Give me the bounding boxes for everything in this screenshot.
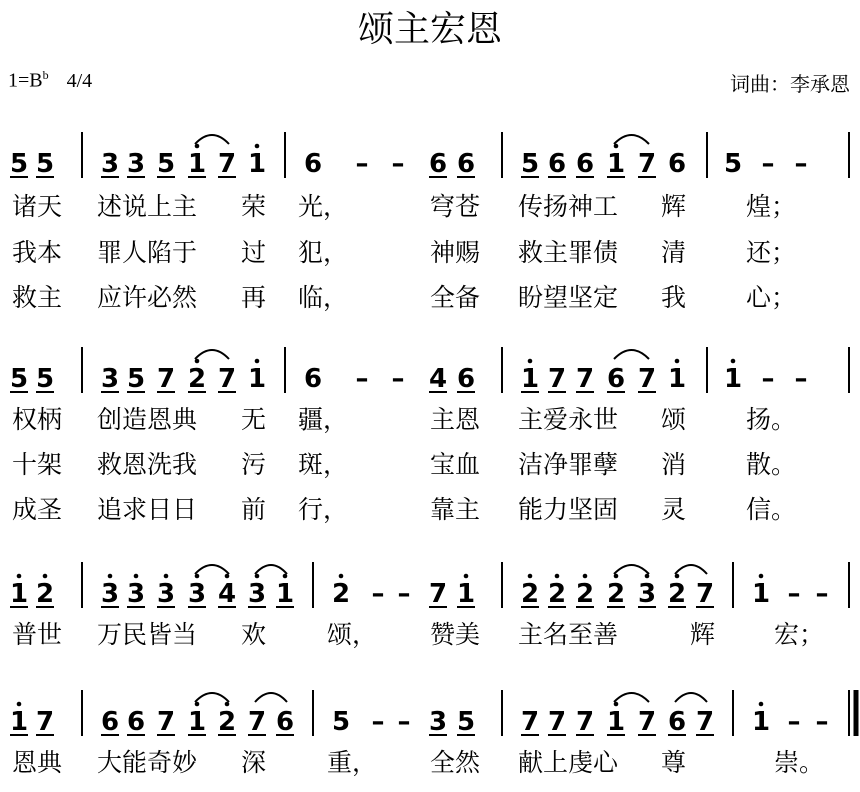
octave-dot <box>17 574 22 579</box>
lyric-segment: 我本 <box>12 238 63 267</box>
note: 5 <box>9 364 29 394</box>
note: 7 <box>575 707 595 737</box>
lyric-segment: 全然 <box>430 748 481 777</box>
note: 6 <box>547 149 567 179</box>
note: 7 <box>156 364 176 394</box>
note: 6 <box>428 149 448 179</box>
lyric-segment: 十架 <box>12 450 63 479</box>
lyric-segment: 疆， <box>298 405 349 434</box>
lyric-segment: 信。 <box>746 495 797 524</box>
note: 7 <box>156 707 176 737</box>
note: 7 <box>637 364 657 394</box>
note: 7 <box>547 707 567 737</box>
octave-dot <box>759 702 764 707</box>
note: 1 <box>667 364 687 394</box>
note: 7 <box>637 149 657 179</box>
note: 3 <box>126 149 146 179</box>
lyric-segment: 临， <box>298 283 349 312</box>
note: 6 <box>303 149 323 179</box>
note: 2 <box>35 579 55 609</box>
lyric-segment: 成圣 <box>12 495 63 524</box>
note: 7 <box>695 707 715 737</box>
slur <box>195 350 229 359</box>
note: 7 <box>547 364 567 394</box>
slur <box>195 693 229 702</box>
lyric-segment: 全备 <box>430 283 481 312</box>
note: 3 <box>100 579 120 609</box>
lyric-segment: 污 <box>241 450 267 479</box>
lyric-segment: 盼望坚定 <box>518 283 619 312</box>
lyric-segment: 恩典 <box>12 748 63 777</box>
lyric-segment: 辉 <box>661 192 687 221</box>
slur <box>195 135 229 144</box>
sustain-dash: – <box>794 364 808 394</box>
slur <box>614 350 649 359</box>
note: 6 <box>575 149 595 179</box>
lyric-segment: 救恩洗我 <box>97 450 198 479</box>
note: 2 <box>217 707 237 737</box>
lyric-segment: 灵 <box>661 495 687 524</box>
note: 3 <box>637 579 657 609</box>
slur <box>195 565 229 574</box>
octave-dot <box>134 574 139 579</box>
octave-dot <box>675 359 680 364</box>
lyric-segment: 颂， <box>327 620 378 649</box>
note: 7 <box>520 707 540 737</box>
note: 5 <box>35 364 55 394</box>
octave-dot <box>614 702 619 707</box>
octave-dot <box>583 574 588 579</box>
lyric-segment: 清 <box>661 238 687 267</box>
note: 2 <box>667 579 687 609</box>
lyric-segment: 传扬神工 <box>518 192 619 221</box>
key-label: 1=B <box>8 69 43 92</box>
octave-dot <box>255 144 260 149</box>
lyric-segment: 行， <box>298 495 349 524</box>
lyric-segment: 尊 <box>661 748 687 777</box>
note: 6 <box>667 707 687 737</box>
lyric-segment: 颂 <box>661 405 687 434</box>
lyric-segment: 荣 <box>241 192 267 221</box>
octave-dot <box>17 702 22 707</box>
octave-dot <box>108 574 113 579</box>
note: 5 <box>126 364 146 394</box>
note: 1 <box>520 364 540 394</box>
credits: 词曲：李承恩 <box>730 72 850 96</box>
note: 3 <box>126 579 146 609</box>
slur <box>614 135 649 144</box>
note: 5 <box>156 149 176 179</box>
lyric-segment: 洁净罪孽 <box>518 450 619 479</box>
sustain-dash: – <box>787 579 801 609</box>
slur <box>675 693 707 702</box>
note: 3 <box>156 579 176 609</box>
lyric-segment: 还； <box>746 238 797 267</box>
sustain-dash: – <box>371 707 385 737</box>
lyric-segment: 辉 <box>690 620 716 649</box>
note: 1 <box>275 579 295 609</box>
note: 4 <box>217 579 237 609</box>
lyric-segment: 神赐 <box>430 238 481 267</box>
slur <box>614 693 649 702</box>
lyric-segment: 宏； <box>774 620 825 649</box>
note: 2 <box>520 579 540 609</box>
lyric-segment: 主名至善 <box>518 620 619 649</box>
lyric-segment: 主恩 <box>430 405 481 434</box>
note: 7 <box>35 707 55 737</box>
lyric-segment: 大能奇妙 <box>97 748 198 777</box>
lyric-segment: 无 <box>241 405 267 434</box>
note: 6 <box>126 707 146 737</box>
lyric-segment: 救主罪债 <box>518 238 619 267</box>
lyric-segment: 靠主 <box>430 495 481 524</box>
octave-dot <box>255 574 260 579</box>
lyric-segment: 重， <box>327 748 378 777</box>
octave-dot <box>225 574 230 579</box>
note: 5 <box>456 707 476 737</box>
sustain-dash: – <box>397 707 411 737</box>
lyric-segment: 能力坚固 <box>518 495 619 524</box>
note: 7 <box>695 579 715 609</box>
note: 3 <box>247 579 267 609</box>
note: 3 <box>187 579 207 609</box>
sustain-dash: – <box>815 707 829 737</box>
note: 2 <box>575 579 595 609</box>
note: 5 <box>9 149 29 179</box>
octave-dot <box>464 574 469 579</box>
lyric-segment: 救主 <box>12 283 63 312</box>
octave-dot <box>645 574 650 579</box>
note: 2 <box>187 364 207 394</box>
lyric-segment: 穹苍 <box>430 192 481 221</box>
lyric-segment: 过 <box>241 238 267 267</box>
octave-dot <box>555 574 560 579</box>
note: 1 <box>187 707 207 737</box>
note: 1 <box>751 707 771 737</box>
octave-dot <box>255 359 260 364</box>
lyric-segment: 我 <box>661 283 687 312</box>
lyric-segment: 献上虔心 <box>518 748 619 777</box>
lyric-segment: 罪人陷于 <box>97 238 198 267</box>
sustain-dash: – <box>391 364 405 394</box>
sustain-dash: – <box>355 364 369 394</box>
lyric-segment: 消 <box>661 450 687 479</box>
lyric-segment: 权柄 <box>12 405 63 434</box>
note: 3 <box>100 364 120 394</box>
note: 1 <box>606 707 626 737</box>
sustain-dash: – <box>794 149 808 179</box>
octave-dot <box>43 574 48 579</box>
sustain-dash: – <box>761 364 775 394</box>
song-title: 颂主宏恩 <box>357 9 502 50</box>
lyric-segment: 心； <box>746 283 797 312</box>
octave-dot <box>528 574 533 579</box>
slur <box>255 565 287 574</box>
sustain-dash: – <box>397 579 411 609</box>
note: 6 <box>456 149 476 179</box>
octave-dot <box>195 359 200 364</box>
note: 6 <box>275 707 295 737</box>
note: 2 <box>331 579 351 609</box>
note: 1 <box>606 149 626 179</box>
sustain-dash: – <box>787 707 801 737</box>
note: 1 <box>9 579 29 609</box>
note: 5 <box>331 707 351 737</box>
lyric-segment: 诸天 <box>12 192 63 221</box>
octave-dot <box>225 702 230 707</box>
lyric-segment: 普世 <box>12 620 63 649</box>
octave-dot <box>759 574 764 579</box>
key-flat-sign: b <box>42 68 49 82</box>
sustain-dash: – <box>355 149 369 179</box>
lyric-segment: 赞美 <box>430 620 481 649</box>
lyric-segment: 前 <box>241 495 267 524</box>
lyric-segment: 犯， <box>298 238 349 267</box>
note: 6 <box>100 707 120 737</box>
note: 2 <box>606 579 626 609</box>
note: 6 <box>606 364 626 394</box>
note: 5 <box>723 149 743 179</box>
slur <box>614 565 649 574</box>
note: 7 <box>637 707 657 737</box>
lyric-segment: 煌； <box>746 192 797 221</box>
lyric-segment: 述说上主 <box>97 192 198 221</box>
lyric-segment: 崇。 <box>774 748 825 777</box>
octave-dot <box>731 359 736 364</box>
lyric-segment: 追求日日 <box>97 495 198 524</box>
note: 2 <box>547 579 567 609</box>
octave-dot <box>528 359 533 364</box>
note: 7 <box>217 364 237 394</box>
note: 5 <box>35 149 55 179</box>
octave-dot <box>339 574 344 579</box>
lyric-segment: 创造恩典 <box>97 405 198 434</box>
note: 3 <box>100 149 120 179</box>
note: 1 <box>9 707 29 737</box>
sustain-dash: – <box>815 579 829 609</box>
lyric-segment: 欢 <box>241 620 267 649</box>
note: 1 <box>247 364 267 394</box>
octave-dot <box>614 144 619 149</box>
note: 6 <box>303 364 323 394</box>
note: 7 <box>428 579 448 609</box>
sustain-dash: – <box>391 149 405 179</box>
lyric-segment: 光， <box>298 192 349 221</box>
note: 1 <box>723 364 743 394</box>
note: 1 <box>751 579 771 609</box>
lyric-segment: 深 <box>241 748 267 777</box>
note: 5 <box>520 149 540 179</box>
slur <box>255 693 287 702</box>
octave-dot <box>675 574 680 579</box>
sustain-dash: – <box>761 149 775 179</box>
lyric-segment: 扬。 <box>746 405 797 434</box>
time-signature: 4/4 <box>66 69 93 92</box>
lyric-segment: 宝血 <box>430 450 481 479</box>
note: 1 <box>247 149 267 179</box>
lyric-segment: 万民皆当 <box>97 620 198 649</box>
note: 6 <box>456 364 476 394</box>
note: 4 <box>428 364 448 394</box>
octave-dot <box>195 144 200 149</box>
octave-dot <box>164 574 169 579</box>
octave-dot <box>614 574 619 579</box>
octave-dot <box>283 574 288 579</box>
note: 7 <box>247 707 267 737</box>
lyric-segment: 应许必然 <box>97 283 198 312</box>
note: 1 <box>187 149 207 179</box>
octave-dot <box>195 702 200 707</box>
lyric-segment: 斑， <box>298 450 349 479</box>
note: 1 <box>456 579 476 609</box>
lyric-segment: 散。 <box>746 450 797 479</box>
note: 6 <box>667 149 687 179</box>
note: 7 <box>217 149 237 179</box>
note: 3 <box>428 707 448 737</box>
lyric-segment: 再 <box>241 283 267 312</box>
note: 7 <box>575 364 595 394</box>
sustain-dash: – <box>371 579 385 609</box>
lyric-segment: 主爱永世 <box>518 405 619 434</box>
octave-dot <box>195 574 200 579</box>
slur <box>675 565 707 574</box>
